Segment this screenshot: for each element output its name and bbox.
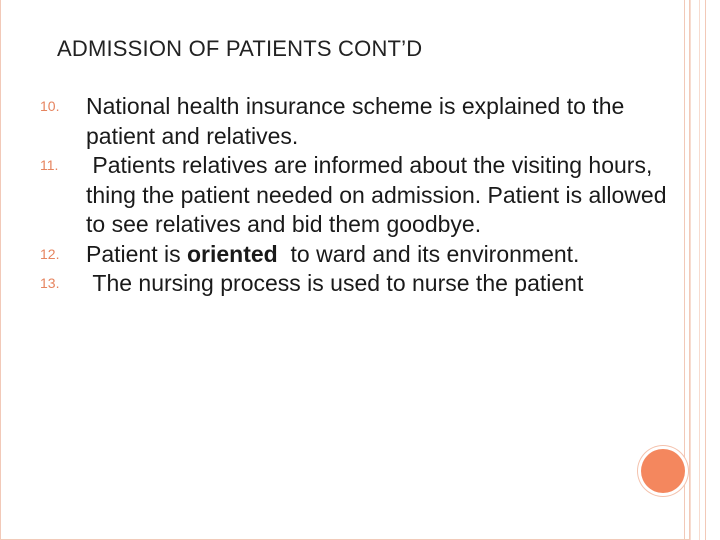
right-decorative-inner-stripe xyxy=(690,0,700,540)
list-item-text xyxy=(86,240,670,270)
numbered-list xyxy=(40,92,673,299)
list-number: 10. xyxy=(40,98,60,114)
list-item-text-before: Patient is xyxy=(86,240,187,267)
orange-circle-decoration xyxy=(641,449,685,493)
list-number: 11. xyxy=(40,157,59,173)
list-item-text: The nursing process is used to nurse the patient xyxy=(86,270,584,296)
list-number: 12. xyxy=(40,245,60,262)
slide-title: ADMISSION OF PATIENTS CONT’D xyxy=(57,36,423,61)
list-item xyxy=(40,151,673,240)
list-item-text: National health insurance scheme is explained to the patient and relatives. xyxy=(86,93,625,149)
list-number: 13. xyxy=(40,275,60,291)
list-item xyxy=(40,240,670,270)
list-item-text-after: to ward and its environment. xyxy=(277,240,580,267)
list-item-bold-word: oriented xyxy=(187,240,278,267)
list-item xyxy=(40,269,670,299)
list-item xyxy=(40,92,670,151)
list-item-text: Patients relatives are informed about the visiting hours, thing the patient needed on admission. Patient is allowed to see relatives and bid them goodbye. xyxy=(86,152,673,237)
